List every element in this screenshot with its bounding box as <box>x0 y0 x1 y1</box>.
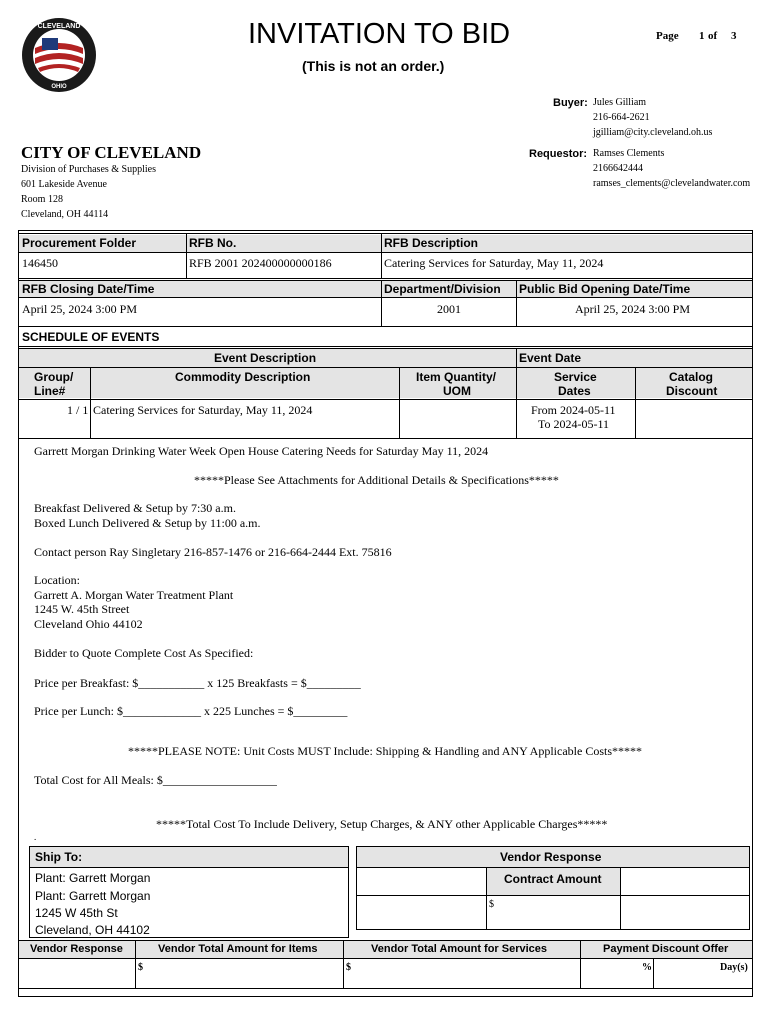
body-p5d: Cleveland Ohio 44102 <box>34 617 143 631</box>
ship-to-line-3: 1245 W 45th St <box>35 906 118 920</box>
rfb-no-value: RFB 2001 202400000000186 <box>189 256 332 270</box>
svg-text:CLEVELAND: CLEVELAND <box>37 23 81 30</box>
org-name: CITY OF CLEVELAND <box>21 143 202 162</box>
body-p2: *****Please See Attachments for Additional Details & Specifications***** <box>194 473 559 487</box>
department-division-label: Department/Division <box>384 282 501 296</box>
body-p5b: Garrett A. Morgan Water Treatment Plant <box>34 588 234 602</box>
event-date-label: Event Date <box>519 351 582 365</box>
svg-text:OHIO: OHIO <box>51 84 67 90</box>
requestor-label: Requestor: <box>529 148 588 160</box>
document-subtitle: (This is not an order.) <box>302 58 445 74</box>
col-group: Group/ <box>34 370 74 384</box>
document-title: INVITATION TO BID <box>248 18 511 50</box>
body-p5c: 1245 W. 45th Street <box>34 602 130 616</box>
col-vendor-items: Vendor Total Amount for Items <box>158 943 318 955</box>
event-description-label: Event Description <box>214 351 317 365</box>
body-p10: Total Cost for All Meals: $___________________ <box>34 773 277 787</box>
page-of: of <box>708 30 718 42</box>
body-p5a: Location: <box>34 573 80 587</box>
rfb-closing-label: RFB Closing Date/Time <box>22 282 155 296</box>
body-p11: *****Total Cost To Include Delivery, Setup Charges, & ANY other Applicable Charges***** <box>156 817 608 831</box>
contract-amount-dollar[interactable]: $ <box>489 899 494 910</box>
col-service: Service <box>554 370 597 384</box>
page-number: 1 <box>699 30 705 42</box>
body-p3b: Boxed Lunch Delivered & Setup by 11:00 a.m. <box>34 516 261 530</box>
event-row-line: 1 / 1 <box>67 403 89 417</box>
event-row-commodity: Catering Services for Saturday, May 11, 2024 <box>93 403 313 417</box>
org-line-3: Room 128 <box>21 194 63 205</box>
buyer-label: Buyer: <box>553 97 588 109</box>
body-dot: . <box>34 832 37 842</box>
col-line: Line# <box>34 384 66 398</box>
schedule-of-events-label: SCHEDULE OF EVENTS <box>22 330 160 344</box>
org-line-1: Division of Purchases & Supplies <box>21 164 156 175</box>
page-total: 3 <box>731 30 737 42</box>
col-catalog: Catalog <box>669 370 714 384</box>
event-row-to: To 2024-05-11 <box>538 417 610 431</box>
requestor-name: Ramses Clements <box>593 148 665 159</box>
org-line-4: Cleveland, OH 44114 <box>21 209 109 220</box>
body-p3a: Breakfast Delivered & Setup by 7:30 a.m. <box>34 501 236 515</box>
body-p8: Price per Lunch: $_____________ x 225 Lunches = $_________ <box>34 704 348 718</box>
col-uom: UOM <box>443 384 471 398</box>
items-dollar[interactable]: $ <box>138 962 143 973</box>
requestor-email[interactable]: ramses_clements@clevelandwater.com <box>593 178 751 189</box>
body-p6: Bidder to Quote Complete Cost As Specified: <box>34 646 254 660</box>
page-label: Page <box>656 30 679 42</box>
public-bid-opening-label: Public Bid Opening Date/Time <box>519 282 691 296</box>
event-row-from: From 2024-05-11 <box>531 403 616 417</box>
discount-days[interactable]: Day(s) <box>720 962 748 973</box>
col-vendor-services: Vendor Total Amount for Services <box>371 943 548 955</box>
col-payment-discount: Payment Discount Offer <box>603 943 729 955</box>
ship-to-label: Ship To: <box>35 850 83 864</box>
services-dollar[interactable]: $ <box>346 962 351 973</box>
vendor-response-label: Vendor Response <box>500 850 602 864</box>
ship-to-line-4: Cleveland, OH 44102 <box>35 923 150 937</box>
public-bid-opening-value: April 25, 2024 3:00 PM <box>575 302 691 316</box>
contract-amount-label: Contract Amount <box>504 872 602 886</box>
buyer-phone: 216-664-2621 <box>593 112 650 123</box>
ship-to-line-1: Plant: Garrett Morgan <box>35 871 151 885</box>
rfb-closing-value: April 25, 2024 3:00 PM <box>22 302 138 316</box>
col-quantity: Item Quantity/ <box>416 370 497 384</box>
col-dates: Dates <box>558 384 591 398</box>
department-division-value: 2001 <box>437 302 461 316</box>
procurement-folder-label: Procurement Folder <box>22 236 137 250</box>
col-discount: Discount <box>666 384 718 398</box>
col-vendor-response: Vendor Response <box>30 943 123 955</box>
requestor-phone: 2166642444 <box>593 163 643 174</box>
body-p4: Contact person Ray Singletary 216-857-1476 or 216-664-2444 Ext. 75816 <box>34 545 392 559</box>
procurement-folder-value: 146450 <box>22 256 58 270</box>
body-p7: Price per Breakfast: $___________ x 125 Breakfasts = $_________ <box>34 676 361 690</box>
col-commodity: Commodity Description <box>175 370 311 384</box>
rfb-description-value: Catering Services for Saturday, May 11, 2024 <box>384 256 604 270</box>
org-line-2: 601 Lakeside Avenue <box>21 179 107 190</box>
buyer-name: Jules Gilliam <box>593 97 647 108</box>
body-p1: Garrett Morgan Drinking Water Week Open House Catering Needs for Saturday May 11, 2024 <box>34 444 489 458</box>
rfb-description-label: RFB Description <box>384 236 479 250</box>
events-header <box>19 348 752 398</box>
city-seal-logo <box>20 16 98 94</box>
ship-to-line-2: Plant: Garrett Morgan <box>35 889 151 903</box>
buyer-email[interactable]: jgilliam@city.cleveland.oh.us <box>593 127 713 138</box>
rfb-no-label: RFB No. <box>189 236 237 250</box>
discount-percent[interactable]: % <box>642 962 652 973</box>
body-p9: *****PLEASE NOTE: Unit Costs MUST Include: Shipping & Handling and ANY Applicable Costs***** <box>128 744 642 758</box>
